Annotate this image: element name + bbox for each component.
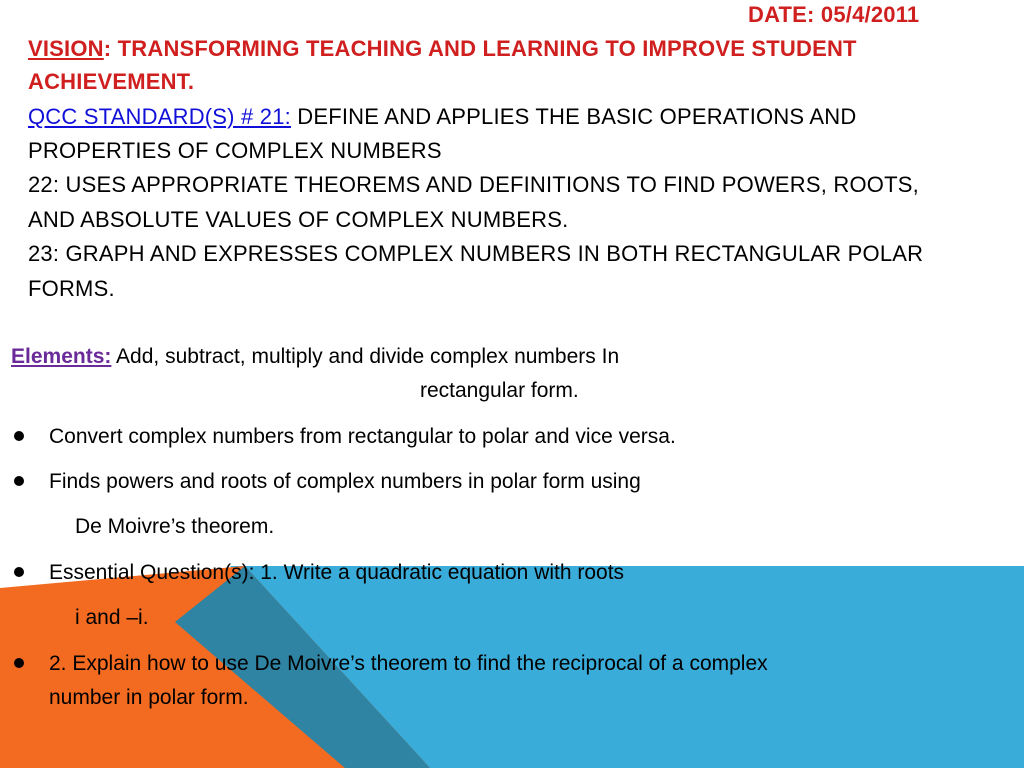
- qcc-line-2: PROPERTIES OF COMPLEX NUMBERS: [28, 138, 442, 163]
- standard-23-line-1: 23: GRAPH AND EXPRESSES COMPLEX NUMBERS IN BOTH RECTANGULAR POLAR: [28, 241, 924, 266]
- standard-22-line-2: AND ABSOLUTE VALUES OF COMPLEX NUMBERS.: [28, 207, 569, 232]
- bullet-2-continuation: De Moivre’s theorem.: [75, 515, 275, 538]
- bullet-dot-4: [14, 658, 24, 668]
- vision-text: TRANSFORMING TEACHING AND LEARNING TO IMPROVE STUDENT: [111, 36, 857, 61]
- elements-link[interactable]: Elements:: [11, 345, 112, 368]
- bullet-3-text: Essential Question(s): 1. Write a quadratic equation with roots: [49, 561, 625, 584]
- vision-colon: :: [103, 36, 112, 61]
- bullet-dot-1: [14, 431, 24, 441]
- standard-22-line-1: 22: USES APPROPRIATE THEOREMS AND DEFINITIONS TO FIND POWERS, ROOTS,: [28, 172, 919, 197]
- bullet-dot-3: [14, 567, 24, 577]
- qcc-text: DEFINE AND APPLIES THE BASIC OPERATIONS AND: [290, 104, 857, 129]
- qcc-standard-link[interactable]: QCC STANDARD(S) # 21:: [28, 104, 291, 129]
- bullet-2-text: Finds powers and roots of complex numbers in polar form using: [49, 470, 641, 493]
- standard-23-line-2: FORMS.: [28, 276, 115, 301]
- bullet-4-continuation: number in polar form.: [49, 686, 249, 709]
- vision-line-2: ACHIEVEMENT.: [28, 69, 195, 94]
- elements-line: [11, 344, 619, 370]
- qcc-line-1: [28, 104, 856, 130]
- elements-continuation: rectangular form.: [420, 379, 579, 402]
- bullet-dot-2: [14, 476, 24, 486]
- bullet-3-continuation: i and –i.: [75, 606, 149, 629]
- date-label: DATE: 05/4/2011: [748, 2, 920, 27]
- bullet-4-text: 2. Explain how to use De Moivre’s theorem to find the reciprocal of a complex: [49, 652, 768, 675]
- elements-text: Add, subtract, multiply and divide complex numbers In: [111, 345, 620, 368]
- vision-line-1: [28, 36, 857, 62]
- vision-label[interactable]: VISION: [28, 36, 104, 61]
- bullet-1-text: Convert complex numbers from rectangular to polar and vice versa.: [49, 425, 676, 448]
